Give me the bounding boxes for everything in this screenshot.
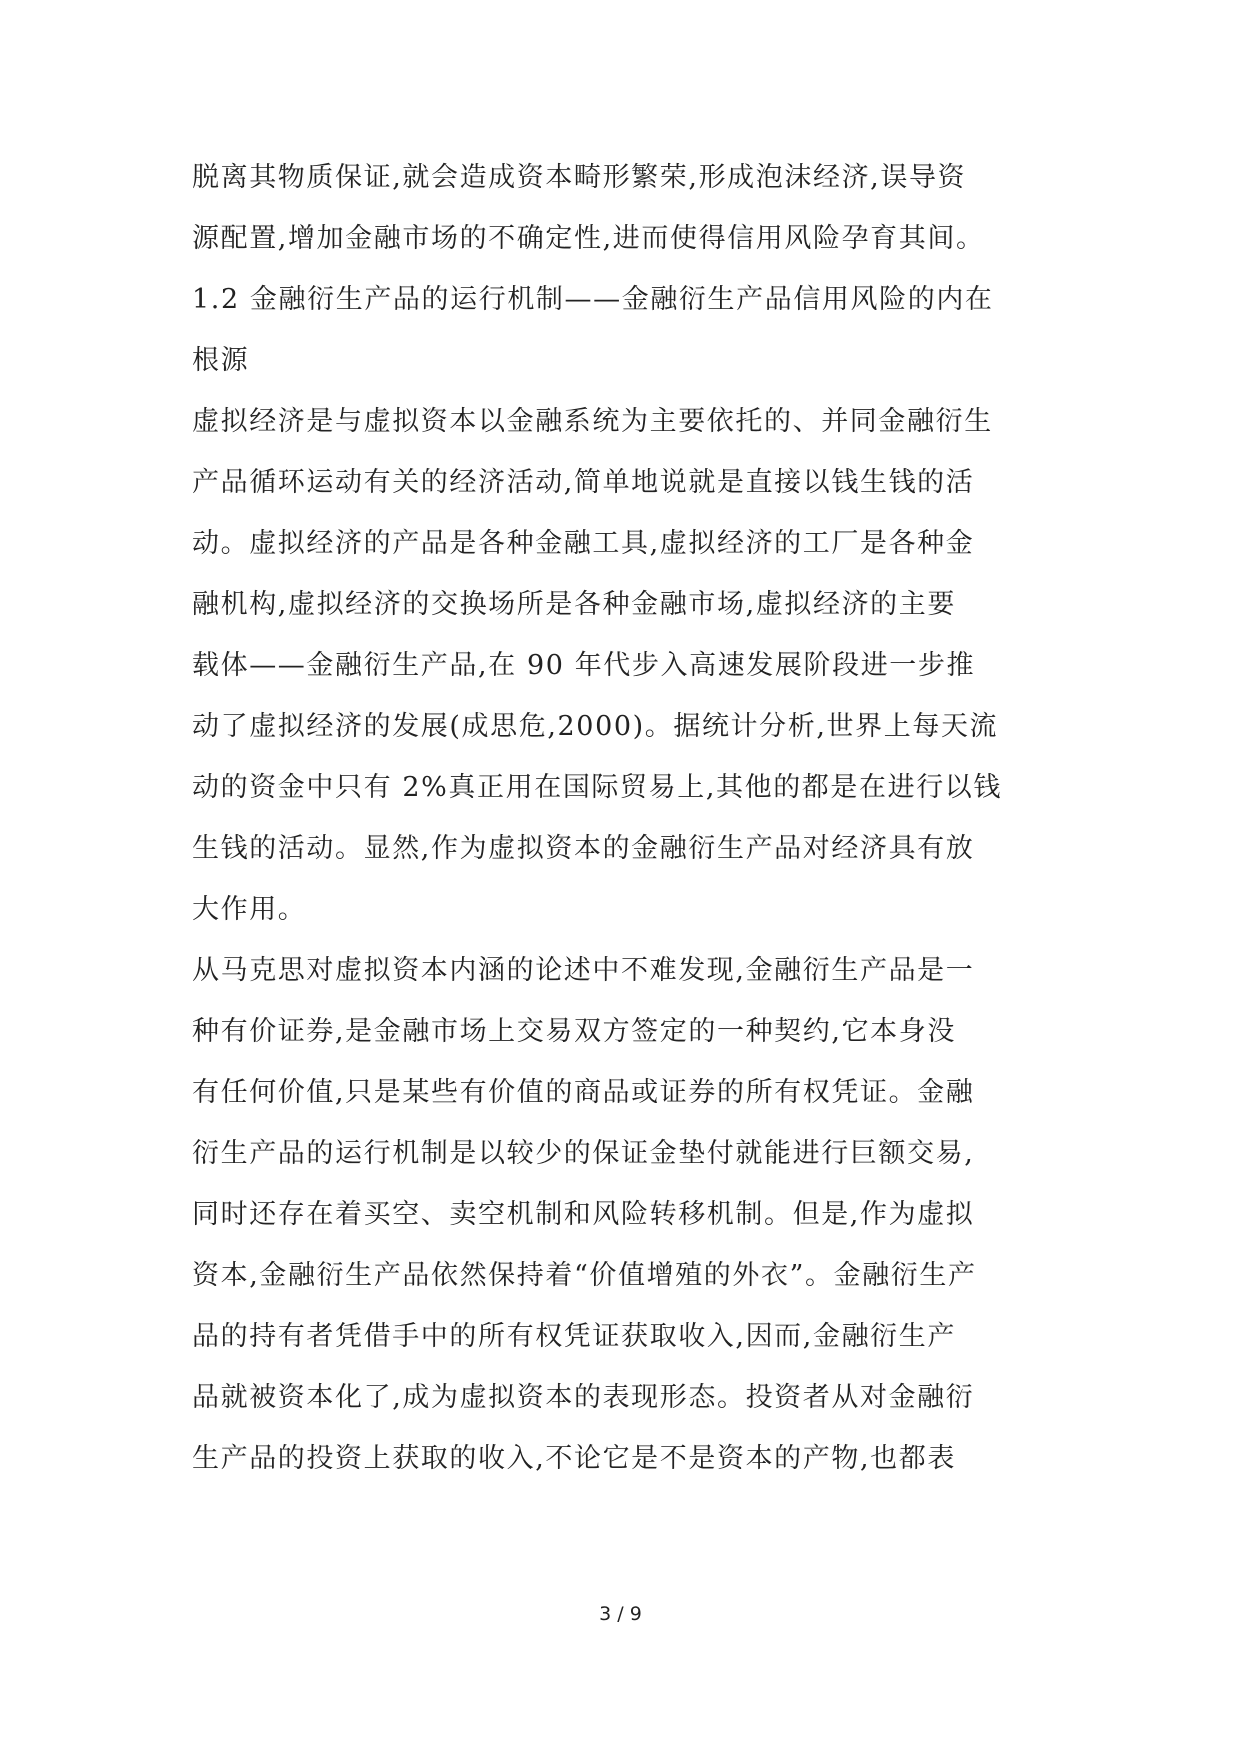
body-text-line: 虚拟经济是与虚拟资本以金融系统为主要依托的、并同金融衍生: [192, 406, 993, 437]
body-text-line: 品的持有者凭借手中的所有权凭证获取收入,因而,金融衍生产: [192, 1321, 956, 1352]
page-number: 3 / 9: [599, 1603, 642, 1625]
body-text-line: 生产品的投资上获取的收入,不论它是不是资本的产物,也都表: [192, 1443, 956, 1474]
body-text-line: 动了虚拟经济的发展(成思危,2000)。据统计分析,世界上每天流: [192, 711, 999, 742]
body-text-line: 种有价证券,是金融市场上交易双方签定的一种契约,它本身没: [192, 1016, 956, 1047]
body-text-line: 资本,金融衍生产品依然保持着“价值增殖的外衣”。金融衍生产: [192, 1260, 977, 1291]
body-text-line: 动。虚拟经济的产品是各种金融工具,虚拟经济的工厂是各种金: [192, 528, 975, 559]
body-text-line: 源配置,增加金融市场的不确定性,进而使得信用风险孕育其间。: [192, 223, 985, 254]
body-text-line: 从马克思对虚拟资本内涵的论述中不难发现,金融衍生产品是一: [192, 955, 975, 986]
body-text-line: 生钱的活动。显然,作为虚拟资本的金融衍生产品对经济具有放: [192, 833, 975, 864]
body-text-line: 有任何价值,只是某些有价值的商品或证券的所有权凭证。金融: [192, 1077, 975, 1108]
body-text-line: 载体——金融衍生产品,在 90 年代步入高速发展阶段进一步推: [192, 650, 976, 681]
body-text-line: 脱离其物质保证,就会造成资本畸形繁荣,形成泡沫经济,误导资: [192, 162, 967, 193]
body-text-line: 大作用。: [192, 894, 307, 925]
body-text-line: 品就被资本化了,成为虚拟资本的表现形态。投资者从对金融衍: [192, 1382, 975, 1413]
body-text-line: 动的资金中只有 2%真正用在国际贸易上,其他的都是在进行以钱: [192, 772, 1002, 803]
section-heading-line: 1.2 金融衍生产品的运行机制——金融衍生产品信用风险的内在: [192, 284, 994, 315]
body-text-line: 融机构,虚拟经济的交换场所是各种金融市场,虚拟经济的主要: [192, 589, 956, 620]
section-heading-line: 根源: [192, 345, 250, 376]
body-text-line: 产品循环运动有关的经济活动,简单地说就是直接以钱生钱的活: [192, 467, 975, 498]
body-text-line: 同时还存在着买空、卖空机制和风险转移机制。但是,作为虚拟: [192, 1199, 975, 1230]
body-text-line: 衍生产品的运行机制是以较少的保证金垫付就能进行巨额交易,: [192, 1138, 975, 1169]
